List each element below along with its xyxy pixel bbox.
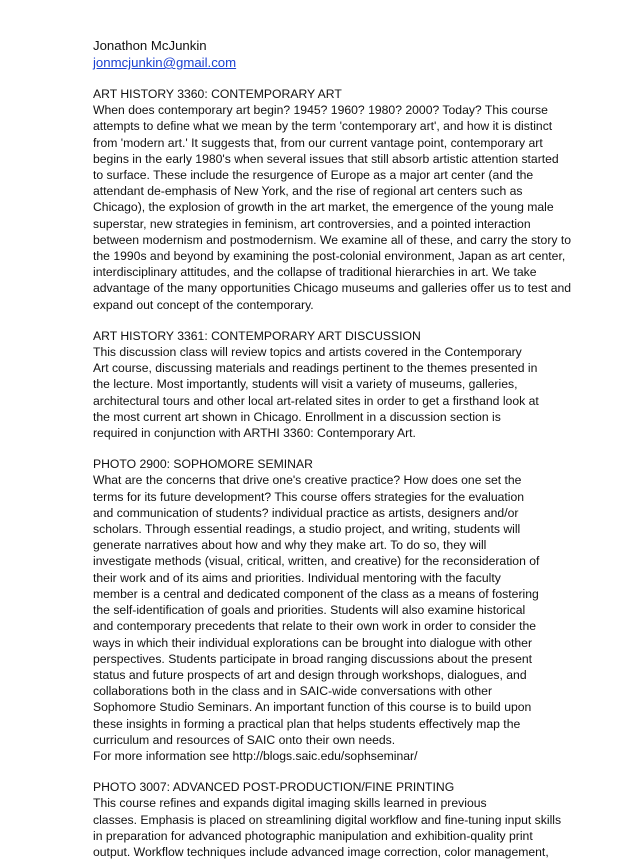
course-section [93,779,562,860]
course-description-line: these insights in forming a practical plan that helps students effectively map the [93,716,521,731]
course-description-line: For more information see http://blogs.saic.edu/sophseminar/ [93,748,418,763]
author-email-link[interactable]: jonmcjunkin@gmail.com [93,55,237,70]
course-description-line: Art course, discussing materials and readings pertinent to the themes presented in [93,361,538,376]
spacer [93,764,553,779]
course-description-line: What are the concerns that drive one's creative practice? How does one set the [93,473,522,488]
course-title: PHOTO 3007: ADVANCED POST-PRODUCTION/FINE PRINTING [93,780,455,795]
course-description-line: perspectives. Students participate in broad ranging discussions about the present [93,651,533,666]
course-description-line: Chicago), the explosion of growth in the art market, the emergence of the young male [93,200,554,215]
course-description-line: attempts to define what we mean by the term 'contemporary art', and how it is distinct [93,119,553,134]
course-description-line: the lecture. Most importantly, students will visit a variety of museums, galleries, [93,377,518,392]
course-description-line: ways in which their individual explorations can be brought into dialogue with other [93,635,533,650]
course-description-line: interdisciplinary attitudes, and the collapse of traditional hierarchies in art. We take [93,265,537,280]
course-description-line: When does contemporary art begin? 1945? 1960? 1980? 2000? Today? This course [93,103,548,118]
course-description-line: This course refines and expands digital imaging skills learned in previous [93,796,487,811]
course-description-line: and contemporary precedents that relate to their own work in order to consider the [93,619,537,634]
author-name: Jonathon McJunkin [93,38,207,53]
course-description-line: attendant de-emphasis of New York, and the rise of regional art centers such as [93,184,523,199]
course-description-line: This discussion class will review topics and artists covered in the Contemporary [93,345,522,360]
course-description-line: output. Workflow techniques include advanced image correction, color management, [93,844,549,859]
author-header [93,37,553,71]
course-description-line: generate narratives about how and why they make art. To do so, they will [93,538,487,553]
course-description-line: expand out concept of the contemporary. [93,297,314,312]
course-list [93,86,572,860]
course-title: ART HISTORY 3360: CONTEMPORARY ART [93,87,342,101]
course-description-line: begins in the early 1980's when several issues that still absorb artistic attention started [93,151,559,166]
course-description-line: status and future prospects of art and design through workshops, dialogues, and [93,667,527,682]
course-description-line: investigate methods (visual, critical, written, and creative) for the reconsideration of [93,554,540,569]
course-section [93,328,553,441]
course-description-line: in preparation for advanced photographic manipulation and exhibition-quality print [93,828,533,843]
course-description-line: superstar, new strategies in feminism, art controversies, and a pointed interaction [93,216,531,231]
course-title: ART HISTORY 3361: CONTEMPORARY ART DISCUSSION [93,328,421,343]
course-description-line: curriculum and resources of SAIC onto their own needs. [93,732,396,747]
course-description-line: classes. Emphasis is placed on streamlining digital workflow and fine-tuning input skills [93,812,562,827]
course-description-line: terms for its future development? This course offers strategies for the evaluation [93,489,525,504]
course-description-line: required in conjunction with ARTHI 3360: Contemporary Art. [93,426,416,441]
course-description-line: member is a central and dedicated component of the class as a means of fostering [93,586,539,601]
course-description-line: scholars. Through essential readings, a studio project, and writing, students will [93,522,521,537]
document-page [93,37,572,860]
course-section [93,456,553,764]
course-section [93,86,572,313]
spacer [93,441,553,456]
spacer [93,313,553,328]
course-description-line: and communication of students? individual practice as artists, designers and/or [93,505,519,520]
course-description-line: the 1990s and beyond by examining the post-colonial environment, Japan as art center, [93,249,566,264]
course-title: PHOTO 2900: SOPHOMORE SEMINAR [93,457,313,472]
course-description-line: between modernism and postmodernism. We examine all of these, and carry the story to [93,232,572,247]
course-description-line: the most current art shown in Chicago. Enrollment in a discussion section is [93,409,501,424]
course-description-line: their work and of its aims and priorities. Individual mentoring with the faculty [93,570,501,585]
course-description-line: advantage of the many opportunities Chicago museums and galleries offer us to test and [93,281,572,296]
course-description-line: the self-identification of goals and priorities. Students will also examine historical [93,603,526,618]
course-description-line: Sophomore Studio Seminars. An important function of this course is to build upon [93,700,532,715]
course-description-line: collaborations both in the class and in SAIC-wide conversations with other [93,684,493,699]
course-description-line: to surface. These include the resurgence of Europe as a major art center (and the [93,168,534,183]
spacer [93,71,553,86]
course-description-line: from 'modern art.' It suggests that, from our current vantage point, contemporary art [93,135,543,150]
course-description-line: architectural tours and other local art-related sites in order to get a firsthand look at [93,393,539,408]
